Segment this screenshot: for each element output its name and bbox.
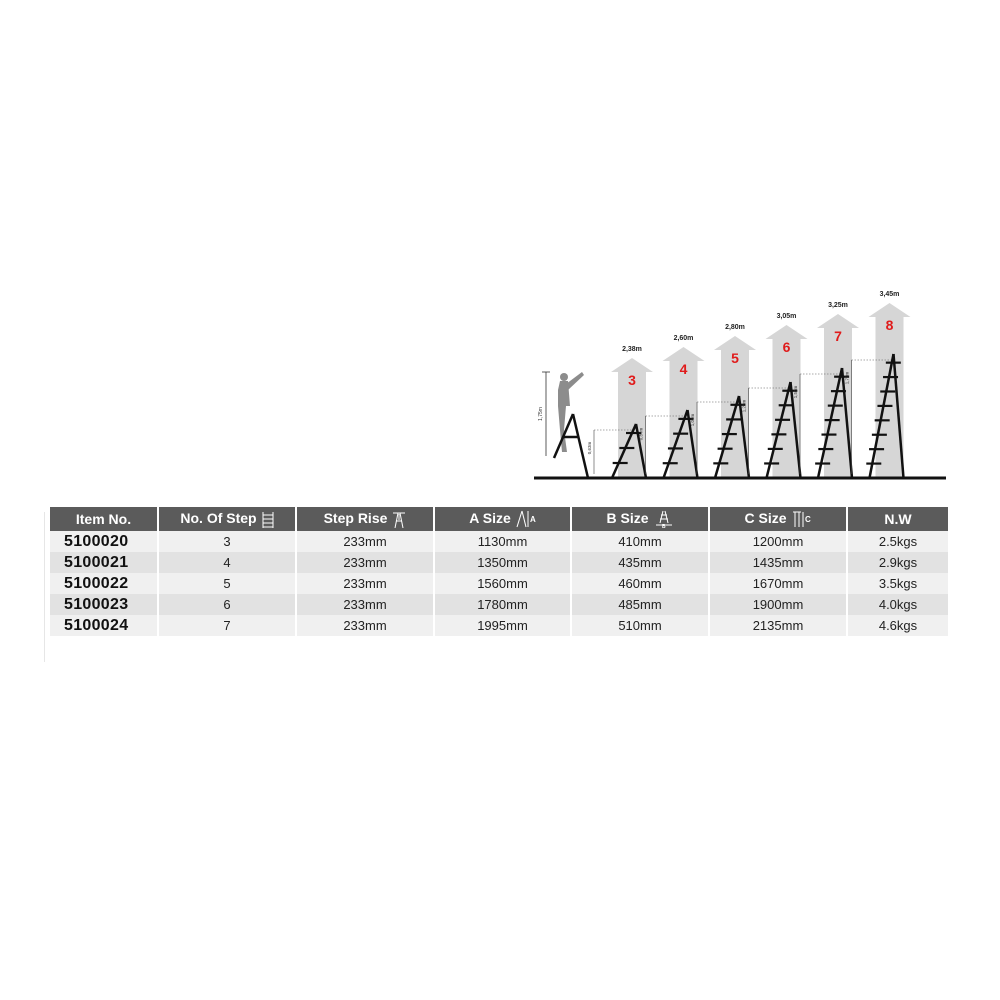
header-no-of-step: No. Of Step (159, 507, 297, 531)
no-of-step-cell: 7 (159, 615, 297, 636)
a-size-icon (516, 510, 536, 528)
step-count-number: 5 (731, 350, 739, 366)
item-no-cell: 5100023 (50, 594, 159, 615)
person-ladder (554, 414, 588, 478)
nw-cell: 4.0kgs (848, 594, 948, 615)
max-height-label: 2,80m (725, 324, 745, 331)
b-size-cell: 510mm (572, 615, 710, 636)
step-rise-cell: 233mm (297, 531, 435, 552)
max-height-label: 3,45m (879, 291, 900, 298)
table-row (50, 615, 948, 636)
a-size-cell: 1995mm (435, 615, 572, 636)
c-size-cell: 1435mm (710, 552, 848, 573)
nw-cell: 3.5kgs (848, 573, 948, 594)
b-size-cell: 410mm (572, 531, 710, 552)
step-count-number: 7 (834, 328, 842, 344)
platform-height-label: 1,06m (690, 413, 695, 427)
item-no-cell: 5100022 (50, 573, 159, 594)
no-of-step-cell: 3 (159, 531, 297, 552)
svg-text:C: C (804, 515, 811, 525)
svg-text:B: B (661, 524, 666, 529)
c-size-cell: 1200mm (710, 531, 848, 552)
item-no-cell: 5100024 (50, 615, 159, 636)
max-height-label: 2,38m (622, 346, 642, 353)
a-size-cell: 1130mm (435, 531, 572, 552)
left-edge-line (44, 512, 45, 662)
step-rise-icon (392, 512, 406, 528)
b-size-icon (654, 510, 674, 528)
step-count-number: 8 (885, 317, 894, 333)
c-size-cell: 1670mm (710, 573, 848, 594)
ladder-steps-icon (262, 512, 274, 528)
ladder-height-illustration (530, 280, 950, 480)
nw-cell: 2.9kgs (848, 552, 948, 573)
max-height-label: 3,25m (828, 302, 848, 309)
no-of-step-cell: 4 (159, 552, 297, 573)
header-nw: N.W (848, 507, 948, 531)
c-size-cell: 2135mm (710, 615, 848, 636)
table-row (50, 594, 948, 615)
step-rise-cell: 233mm (297, 615, 435, 636)
no-of-step-cell: 6 (159, 594, 297, 615)
platform-height-label: 1,72m (844, 371, 850, 385)
step-count-number: 3 (628, 372, 636, 388)
person-height-label: 1,75m (538, 407, 544, 421)
step-rise-cell: 233mm (297, 573, 435, 594)
spec-table (50, 507, 948, 636)
table-row (50, 552, 948, 573)
item-no-cell: 5100020 (50, 531, 159, 552)
nw-cell: 2.5kgs (848, 531, 948, 552)
max-height-label: 3,05m (776, 313, 797, 320)
nw-cell: 4.6kgs (848, 615, 948, 636)
no-of-step-cell: 5 (159, 573, 297, 594)
a-size-cell: 1780mm (435, 594, 572, 615)
max-height-label: 2,60m (673, 335, 694, 342)
platform-height-label: 0,63m (587, 441, 592, 455)
height-arrows (611, 291, 911, 478)
platform-height-label: 0,84m (638, 427, 644, 441)
item-no-cell: 5100021 (50, 552, 159, 573)
a-size-cell: 1350mm (435, 552, 572, 573)
svg-text:A: A (529, 515, 536, 525)
header-b-size: B Size B (572, 507, 710, 531)
platform-height-label: 1,28m (741, 399, 747, 413)
c-size-icon (792, 510, 812, 528)
person-reference (538, 372, 588, 478)
step-rise-cell: 233mm (297, 594, 435, 615)
header-step-rise: Step Rise (297, 507, 435, 531)
a-size-cell: 1560mm (435, 573, 572, 594)
step-count-number: 6 (782, 339, 791, 355)
header-item-no: Item No. (50, 507, 159, 531)
step-count-number: 4 (679, 361, 688, 377)
b-size-cell: 460mm (572, 573, 710, 594)
header-a-size: A Size A (435, 507, 572, 531)
b-size-cell: 485mm (572, 594, 710, 615)
platform-height-label: 1,50m (793, 385, 798, 399)
step-rise-cell: 233mm (297, 552, 435, 573)
header-c-size: C Size C (710, 507, 848, 531)
b-size-cell: 435mm (572, 552, 710, 573)
table-row (50, 531, 948, 552)
c-size-cell: 1900mm (710, 594, 848, 615)
table-header-row (50, 507, 948, 531)
table-body (50, 531, 948, 636)
table-row (50, 573, 948, 594)
